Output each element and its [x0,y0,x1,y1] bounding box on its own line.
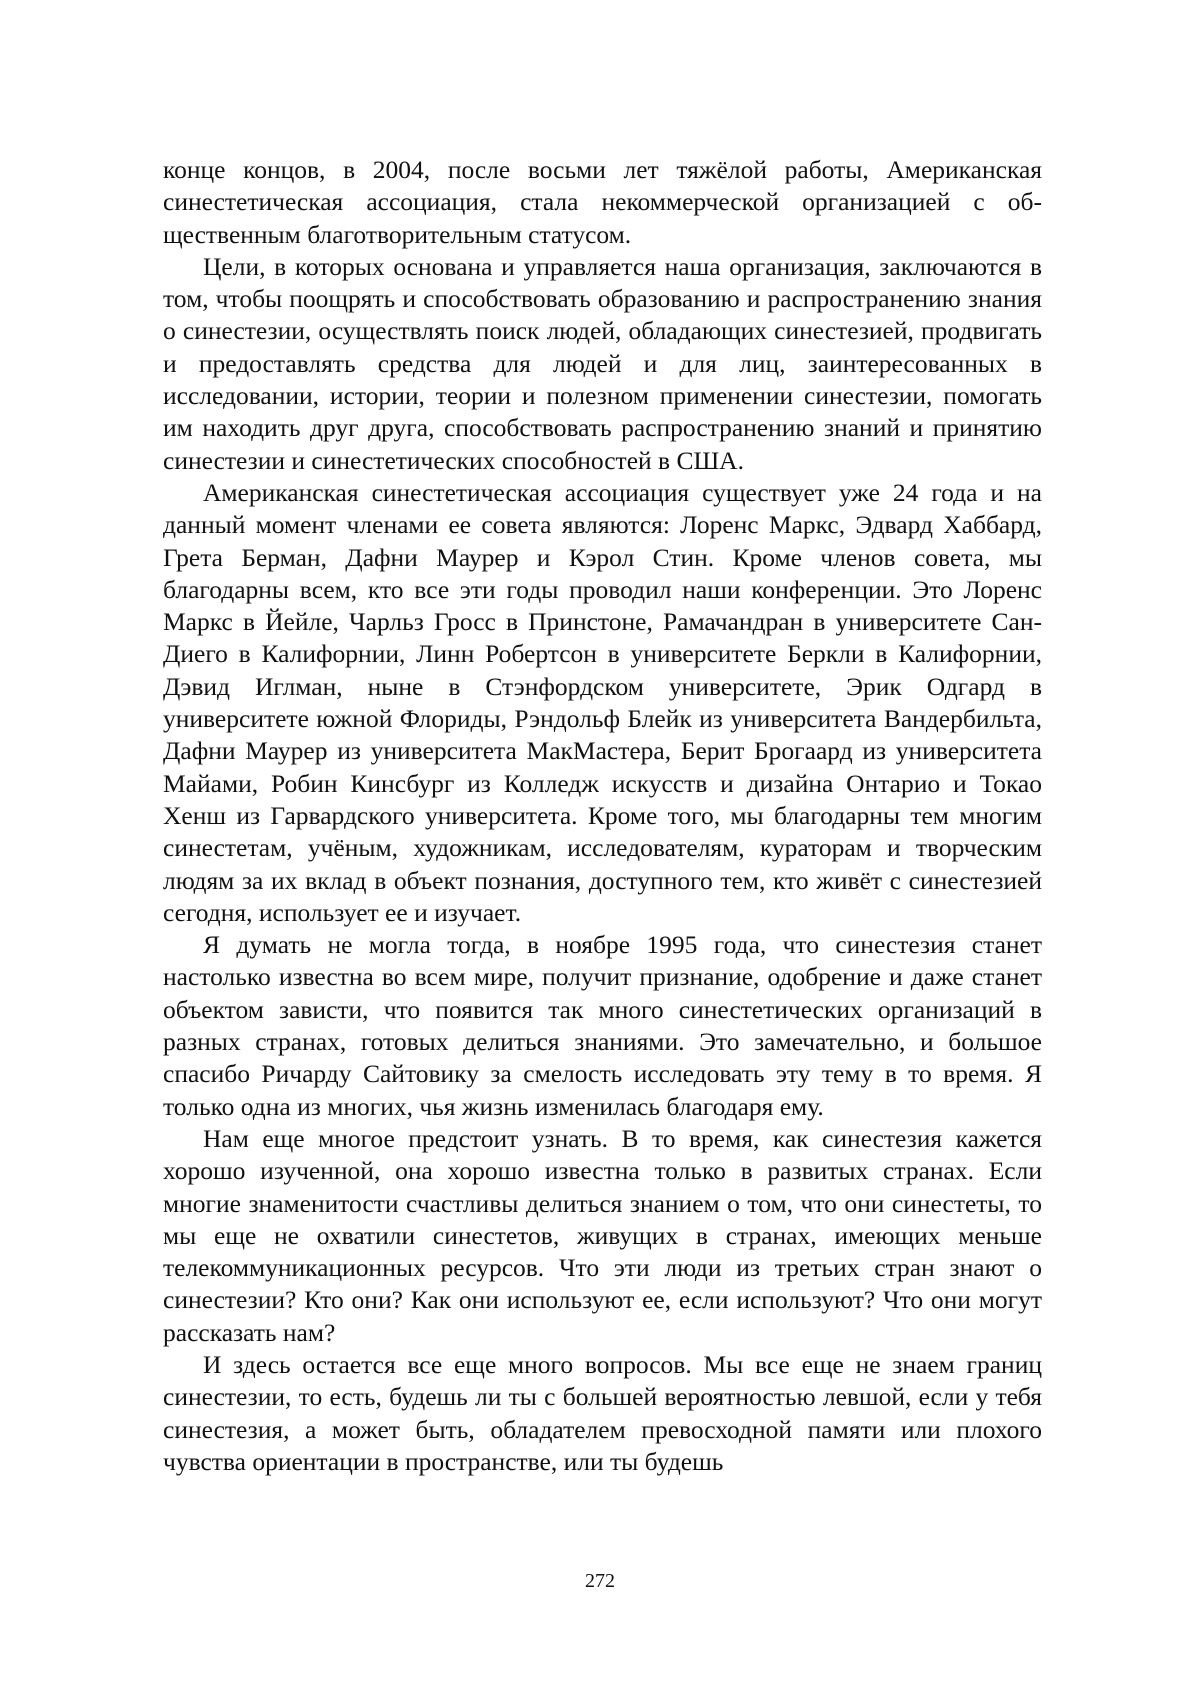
page-number: 272 [585,1570,615,1592]
paragraph-recognition: Я думать не могла тогда, в ноябре 1995 года, что синестезия станет настолько известна во всем мире, получит признание, одобрение и даже станет объектом зависти, что появится так много синестетических организаций в разных странах, готовых делиться знаниями. Это замечательно, и большое спасибо Ричарду Сайтовику за смелость исследовать эту тему в то время. Я только одна из многих, чья жизнь изменилась благодаря ему. [163,930,1042,1121]
paragraph-continuation: концe концов, в 2004, после восьми лет тяжёлой работы, Американская синестетическая ассоциация, стала некоммерческой организацией с общественным благотворительным статусом. [163,155,1042,249]
paragraph-questions: И здесь остается все еще много вопросов. Мы все еще не знаем границ синестезии, то есть, будешь ли ты с большей вероятностью левшой, если у тебя синестезия, а может быть, обладателем превосходной памяти или плохого чувства ориентации в пространстве, или ты будешь [163,1349,1042,1476]
paragraph-association-board: Американская синестетическая ассоциация существует уже 24 года и на данный момент членами ее совета являются: Лоренс Маркс, Эдвард Хаббард, Грета Берман, Дафни Маурер и Кэрол Стин. Кроме членов совета, мы благодарны всем, кто все эти годы проводил наши конференции. Это Лоренс Маркс в Йейле, Чарльз Гросс в Принстоне, Рамачандран в университете Сан-Диего в Калифорнии, Линн Робертсон в университете Беркли в Калифорнии, Дэвид Иглман, ныне в Стэнфордском университете, Эрик Одгард в университете южной Флориды, Рэндольф Блейк из университета Вандербильта, Дафни Маурер из университета МакМастера, Берит Брогаард из университета Майами, Робин Кинсбург из Колледж искусств и дизайна Онтарио и Токао Хенш из Гарвардского университета. Кроме того, мы благодарны тем многим синестетам, учёным, художникам, исследователям, кураторам и творческим людям за их вклад в объект познания, доступного тем, кто живёт с синестезией сегодня, использует ее и изучает. [163,477,1042,927]
paragraph-future: Нам еще многое предстоит узнать. В то время, как синестезия кажется хорошо изученной, она хорошо известна только в развитых странах. Если многие знаменитости счастливы делиться знанием о том, что они синестеты, то мы еще не охватили синестетов, живущих в странах, имеющих меньше телекоммуникационных ресурсов. Что эти люди из третьих стран знают о синестезии? Кто они? Как они используют ее, если используют? Что они могут рассказать нам? [163,1123,1042,1347]
paragraph-goals: Цели, в которых основана и управляется наша организация, заключаются в том, чтобы поощрять и способствовать образованию и распространению знания о синестезии, осуществлять поиск людей, обладающих синестезией, продвигать и предоставлять средства для людей и для лиц, заинтересованных в исследовании, истории, теории и полезном применении синестезии, помогать им находить друг друга, способствовать распространению знаний и принятию синестезии и синестетических способностей в США. [163,251,1042,475]
page-body [163,154,1042,1478]
